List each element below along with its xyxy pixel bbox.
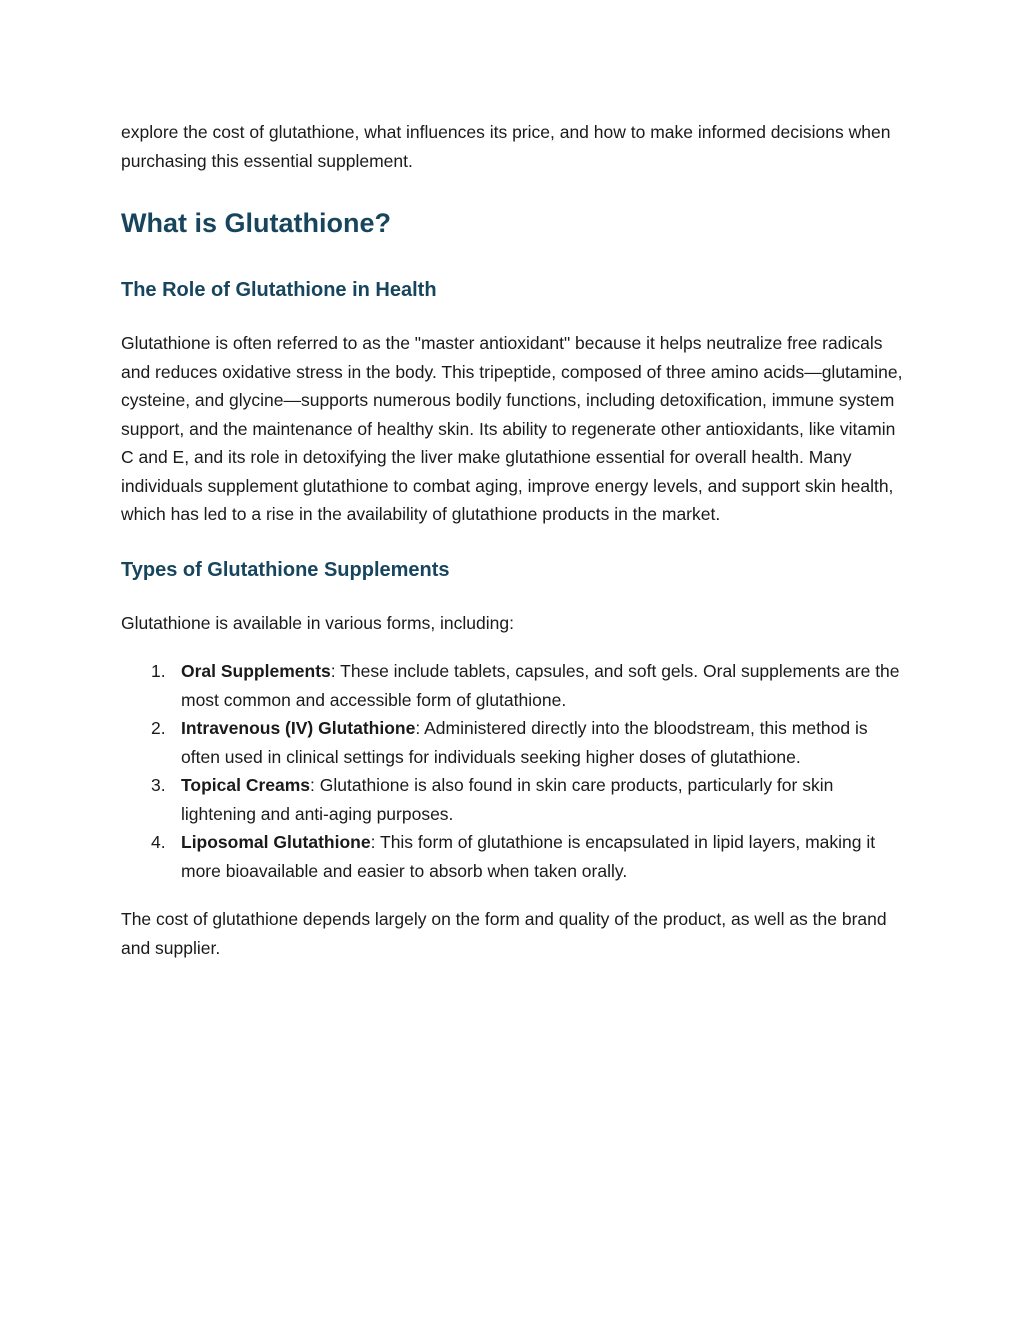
role-paragraph: Glutathione is often referred to as the "master antioxidant" because it helps neutralize free radicals and reduces oxidative stress in the body. This tripeptide, composed of three amino acids—glutamine, cysteine, and glycine—supports numerous bodily functions, including detoxification, immune system support, and the maintenance of healthy skin. Its ability to regenerate other antioxidants, like vitamin C and E, and its role in detoxifying the liver make glutathione essential for overall health. Many individuals supplement glutathione to combat aging, improve energy levels, and support skin health, which has led to a rise in the availability of glutathione products in the market. — [121, 333, 903, 524]
list-item — [121, 828, 911, 885]
list-item-number: 4. — [151, 832, 166, 852]
list-item-number: 3. — [151, 775, 166, 795]
list-item-text: : Administered directly into the bloodstream, this method is often used in clinical settings for individuals seeking higher doses of glutathione. — [181, 718, 868, 767]
list-item-number: 1. — [151, 661, 166, 681]
types-lead-paragraph: Glutathione is available in various forms, including: — [121, 612, 514, 633]
supplement-types-list — [121, 657, 911, 885]
list-item-title: Intravenous (IV) Glutathione — [181, 718, 416, 738]
document-page — [121, 118, 911, 962]
section-heading: What is Glutathione? — [121, 208, 391, 238]
list-item-title: Oral Supplements — [181, 661, 331, 681]
role-heading: The Role of Glutathione in Health — [121, 279, 437, 301]
list-item — [121, 771, 911, 828]
list-item-title: Liposomal Glutathione — [181, 832, 371, 852]
list-item-number: 2. — [151, 718, 166, 738]
closing-paragraph: The cost of glutathione depends largely on the form and quality of the product, as well as the brand and supplier. — [121, 909, 887, 958]
list-item — [121, 657, 911, 714]
list-item-title: Topical Creams — [181, 775, 311, 795]
list-item-text: : Glutathione is also found in skin care products, particularly for skin lightening and anti-aging purposes. — [181, 775, 834, 824]
list-item-text: : These include tablets, capsules, and soft gels. Oral supplements are the most common and accessible form of glutathione. — [181, 661, 900, 710]
list-item-text: : This form of glutathione is encapsulated in lipid layers, making it more bioavailable and easier to absorb when taken orally. — [181, 832, 876, 881]
types-heading: Types of Glutathione Supplements — [121, 558, 450, 581]
list-item — [121, 714, 911, 771]
intro-paragraph: explore the cost of glutathione, what influences its price, and how to make informed decisions when purchasing this essential supplement. — [121, 122, 891, 171]
